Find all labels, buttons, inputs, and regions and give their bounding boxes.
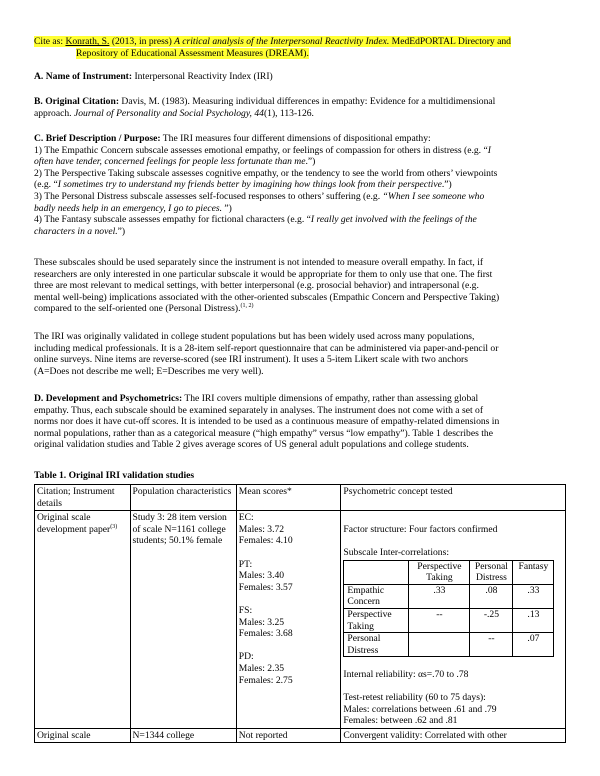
ec-example-start: I — [487, 144, 491, 156]
row1-mean-scores — [236, 511, 341, 729]
sub-header-blank — [344, 560, 409, 584]
header-mean-scores: Mean scores* — [236, 485, 341, 511]
pd-example-end: ”) — [222, 202, 232, 214]
table-row — [35, 728, 566, 743]
header-citation: Citation; Instrument details — [35, 485, 131, 511]
table1-title-text: Table 1. Original IRI validation studies — [34, 470, 195, 481]
section-d-line: original validation studies and Table 2 gives average scores of US general adult populations and college students. — [34, 439, 469, 451]
pd-example-start: “When I see someone who — [382, 190, 485, 202]
subscale-usage-paragraph — [34, 257, 566, 315]
para1-line: mental well-being) implications associated with the other-oriented subscales (Empathic Concern and Perspective Taking) — [34, 291, 500, 303]
section-c — [34, 133, 566, 237]
citation-title: A critical analysis of the Interpersonal Reactivity Index. — [174, 36, 390, 47]
row1-psychometrics — [341, 511, 566, 729]
fs-label: FS: — [238, 604, 253, 616]
intercorrelation-table — [343, 560, 554, 658]
row1-population: Study 3: 28 item version of scale N=1161 college students; 50.1% female — [130, 511, 236, 729]
internal-reliability: Internal reliability: αs=.70 to .78 — [343, 668, 469, 680]
reference-superscript: (1, 2) — [240, 303, 254, 310]
section-a-label: A. Name of Instrument: — [34, 71, 133, 82]
ec-label: EC: — [238, 512, 254, 524]
row2-citation: Original scale — [35, 728, 131, 743]
para2-line: (A=Does not describe me well; E=Describes me very well). — [34, 365, 264, 377]
table1 — [34, 484, 566, 743]
section-d-line: empathy. Thus, each subscale should be examined separately in analyses. The instrument does not come with a set of — [34, 404, 484, 416]
citation-author-link[interactable]: Konrath, S. — [65, 36, 110, 47]
sub-cell: -- — [409, 608, 470, 632]
table-header-row — [35, 485, 566, 511]
section-d-line: norms nor does it have cut-off scores. It is intended to be used as a continuous measure of empathy-related dimensions in — [34, 416, 500, 428]
ec-description: 1) The Empathic Concern subscale assesses emotional empathy, or feelings of compassion for others in distress (e.g. “ — [34, 144, 488, 156]
section-b-text2: approach. — [34, 107, 74, 119]
fs-example-end: ”) — [117, 225, 126, 237]
test-retest-females: Females: between .62 and .81 — [343, 715, 458, 727]
sub-row — [344, 633, 554, 657]
pt-females: Females: 3.57 — [238, 581, 293, 593]
header-psychometric: Psychometric concept tested — [341, 485, 566, 511]
citation-year: (2013, in press) — [109, 36, 175, 47]
pt-example: I sometimes try to understand my friends better by imagining how things look from their perspective — [57, 179, 442, 191]
sub-cell: -.25 — [470, 608, 513, 632]
row2-population: N=1344 college — [130, 728, 236, 743]
fs-example-start: I really get involved with the feelings of the — [310, 214, 477, 226]
pt-description: 2) The Perspective Taking subscale assesses cognitive empathy, or the tendency to see the world from others’ viewpoints — [34, 167, 498, 179]
pd-females: Females: 2.75 — [238, 674, 293, 686]
section-c-intro: The IRI measures four different dimensions of dispositional empathy: — [160, 133, 431, 144]
sub-cell: .08 — [470, 584, 513, 608]
section-b-label: B. Original Citation: — [34, 96, 120, 107]
pd-label: PD: — [238, 651, 254, 663]
para2-line: online surveys. Nine items are reverse-scored (see IRI instrument). It uses a 5-item Likert scale with two anchors — [34, 354, 468, 366]
sub-row-label: Empathic Concern — [344, 584, 409, 608]
pd-males: Males: 2.35 — [238, 662, 285, 674]
pt-label: PT: — [238, 558, 253, 570]
ec-females: Females: 4.10 — [238, 535, 293, 547]
sub-row-label: Perspective Taking — [344, 608, 409, 632]
section-a-value: Interpersonal Reactivity Index (IRI) — [132, 71, 273, 82]
section-d-label: D. Development and Psychometrics: — [34, 393, 183, 404]
sub-row — [344, 584, 554, 608]
section-b-journal: Journal of Personality and Social Psychology, 44 — [73, 107, 264, 119]
section-b-text: Davis, M. (1983). Measuring individual differences in empathy: Evidence for a multidimensional — [119, 96, 496, 107]
pd-description: 3) The Personal Distress subscale assesses self-focused responses to others’ suffering (e.g. — [34, 190, 383, 202]
section-b-issue: (1), 113-126. — [263, 107, 314, 119]
fs-males: Males: 3.25 — [238, 616, 285, 628]
row1-citation-sup: (3) — [110, 523, 118, 530]
sub-header-pd: Personal Distress — [470, 560, 513, 584]
para1-line: These subscales should be used separately since the instrument is not intended to measure overall empathy. In fact, if — [34, 257, 484, 268]
row2-mean-scores: Not reported — [236, 728, 341, 743]
factor-structure: Factor structure: Four factors confirmed — [343, 523, 498, 535]
sub-cell: -- — [470, 633, 513, 657]
validation-paragraph — [34, 331, 566, 377]
sub-row — [344, 608, 554, 632]
section-d-line: The IRI covers multiple dimensions of empathy, rather than assessing global — [182, 393, 479, 404]
para1-line: three are most relevant to medical settings, with better interpersonal (e.g. prosocial behavior) and intrapersonal (e.g. — [34, 280, 479, 292]
section-d-line: normal populations, rather than as a categorical measure (“high empathy” versus “low empathy”). Table 1 describes the — [34, 427, 493, 439]
header-population: Population characteristics — [130, 485, 236, 511]
test-retest-males: Males: correlations between .61 and .79 — [343, 703, 497, 715]
pt-males: Males: 3.40 — [238, 570, 285, 582]
row1-citation-text: Original scale development paper — [37, 512, 111, 535]
section-b — [34, 96, 566, 119]
fs-example: characters in a novel. — [34, 225, 118, 237]
citation-prefix: Cite as: — [34, 36, 66, 47]
sub-cell: .13 — [513, 608, 554, 632]
sub-cell — [409, 633, 470, 657]
sub-cell: .33 — [513, 584, 554, 608]
sub-header-row — [344, 560, 554, 584]
test-retest-title: Test-retest reliability (60 to 75 days): — [343, 692, 486, 704]
row2-psychometrics: Convergent validity: Correlated with other — [341, 728, 566, 743]
sub-header-pt: Perspective Taking — [409, 560, 470, 584]
table-row — [35, 511, 566, 729]
sub-cell: .33 — [409, 584, 470, 608]
citation-source-cont: Repository of Educational Assessment Measures (DREAM). — [76, 47, 309, 59]
para2-line: The IRI was originally validated in college student populations but has been widely used across many populations, — [34, 331, 475, 342]
ec-example-end: .”) — [305, 156, 316, 168]
pd-example: badly needs help in an emergency, I go to pieces. — [34, 202, 222, 214]
pt-example-open: (e.g. “ — [34, 179, 58, 191]
para1-line: researchers are only interested in one particular subscale it would be appropriate for them to only use that one. The first — [34, 268, 493, 280]
para2-line: including medical professionals. It is a 28-item self-report questionnaire that can be administered via paper-and-pencil or — [34, 342, 499, 354]
para1-line: compared to the self-oriented one (Personal Distress). — [34, 303, 241, 315]
sub-row-label: Personal Distress — [344, 633, 409, 657]
fs-females: Females: 3.68 — [238, 628, 293, 640]
ec-males: Males: 3.72 — [238, 523, 285, 535]
subscale-intercorrelations-title: Subscale Inter-correlations: — [343, 546, 449, 558]
citation-block — [34, 36, 566, 59]
section-d — [34, 393, 566, 451]
row1-citation — [35, 511, 131, 729]
section-a — [34, 71, 566, 83]
sub-header-fs: Fantasy — [513, 560, 554, 584]
table1-title — [34, 470, 566, 482]
sub-cell: .07 — [513, 633, 554, 657]
pt-example-end: .”) — [441, 179, 452, 191]
section-c-label: C. Brief Description / Purpose: — [34, 133, 161, 144]
citation-source: MedEdPORTAL Directory and — [389, 36, 511, 47]
ec-example: often have tender, concerned feelings for people less fortunate than me — [34, 156, 306, 168]
fs-description: 4) The Fantasy subscale assesses empathy for fictional characters (e.g. “ — [34, 214, 311, 226]
